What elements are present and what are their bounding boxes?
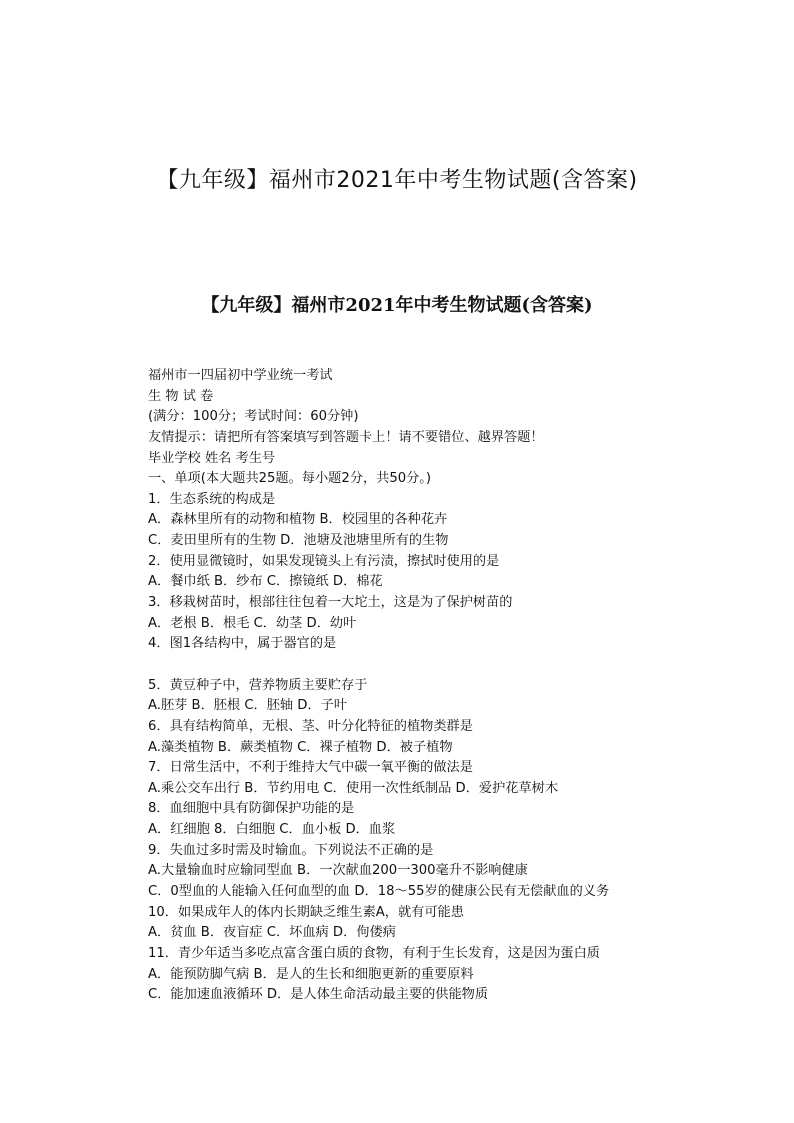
question-options: A.乘公交车出行 B．节约用电 C．使用一次性纸制品 D．爱护花草树木 xyxy=(148,780,559,796)
question-stem: 11．青少年适当多吃点富含蛋白质的食物，有利于生长发育，这是因为蛋白质 xyxy=(148,945,600,961)
question-options: A．贫血 B．夜盲症 C．坏血病 D．佝偻病 xyxy=(148,925,396,941)
question-options: C．麦田里所有的生物 D．池塘及池塘里所有的生物 xyxy=(148,533,449,549)
section-heading: 一、单项(本大题共25题。每小题2分，共50分。) xyxy=(148,471,432,487)
question-options: A.胚芽 B．胚根 C．胚轴 D．子叶 xyxy=(148,698,348,714)
question-options: A．老根 B．根毛 C．幼茎 D．幼叶 xyxy=(148,615,357,631)
exam-subject: 生 物 试 卷 xyxy=(148,388,214,404)
question-stem: 7．日常生活中，不利于维持大气中碳一氧平衡的做法是 xyxy=(148,760,473,776)
question-stem: 8．血细胞中具有防御保护功能的是 xyxy=(148,801,355,817)
question-stem: 9．失血过多时需及时输血。下列说法不正确的是 xyxy=(148,842,434,858)
question-stem: 10．如果成年人的体内长期缺乏维生素A，就有可能患 xyxy=(148,904,464,920)
question-stem: 4．图1各结构中，属于器官的是 xyxy=(148,636,337,652)
document-title: 【九年级】福州市2021年中考生物试题(含答案) xyxy=(201,295,593,316)
question-stem: 2．使用显微镜时，如果发现镜头上有污渍，擦拭时使用的是 xyxy=(148,553,500,569)
question-options: A．红细胞 8．白细胞 C．血小板 D．血浆 xyxy=(148,822,396,838)
question-options: C．能加速血液循环 D．是人体生命活动最主要的供能物质 xyxy=(148,987,489,1003)
question-stem: 5．黄豆种子中，营养物质主要贮存于 xyxy=(148,677,368,693)
exam-header: 福州市一四届初中学业统一考试 xyxy=(148,368,333,383)
exam-body xyxy=(148,366,768,1006)
question-stem: 3．移栽树苗时，根部往往包着一大坨土，这是为了保护树苗的 xyxy=(148,595,513,611)
question-options: A．餐巾纸 B．纱布 C．擦镜纸 D．棉花 xyxy=(148,574,383,590)
figure-placeholder xyxy=(148,655,768,676)
question-stem: 1．生态系统的构成是 xyxy=(148,491,276,507)
question-options: A．森林里所有的动物和植物 B．校园里的各种花卉 xyxy=(148,512,448,528)
exam-notice: 友情提示：请把所有答案填写到答题卡上！请不要错位、越界答题！ xyxy=(148,429,544,445)
question-options: A.大量输血时应输同型血 B．一次献血200一300毫升不影响健康 xyxy=(148,863,528,879)
student-info: 毕业学校 姓名 考生号 xyxy=(148,450,276,466)
question-options: A.藻类植物 B．蕨类植物 C．裸子植物 D．被子植物 xyxy=(148,739,453,755)
cover-title: 【九年级】福州市2021年中考生物试题(含答案) xyxy=(156,168,638,193)
question-options: A．能预防脚气病 B．是人的生长和细胞更新的重要原料 xyxy=(148,966,474,982)
exam-scoring: (满分：100分；考试时间：60分钟) xyxy=(148,409,359,425)
question-stem: 6．具有结构简单，无根、茎、叶分化特征的植物类群是 xyxy=(148,718,473,734)
question-options: C．0型血的人能输入任何血型的血 D．18～55岁的健康公民有无偿献血的义务 xyxy=(148,884,610,900)
